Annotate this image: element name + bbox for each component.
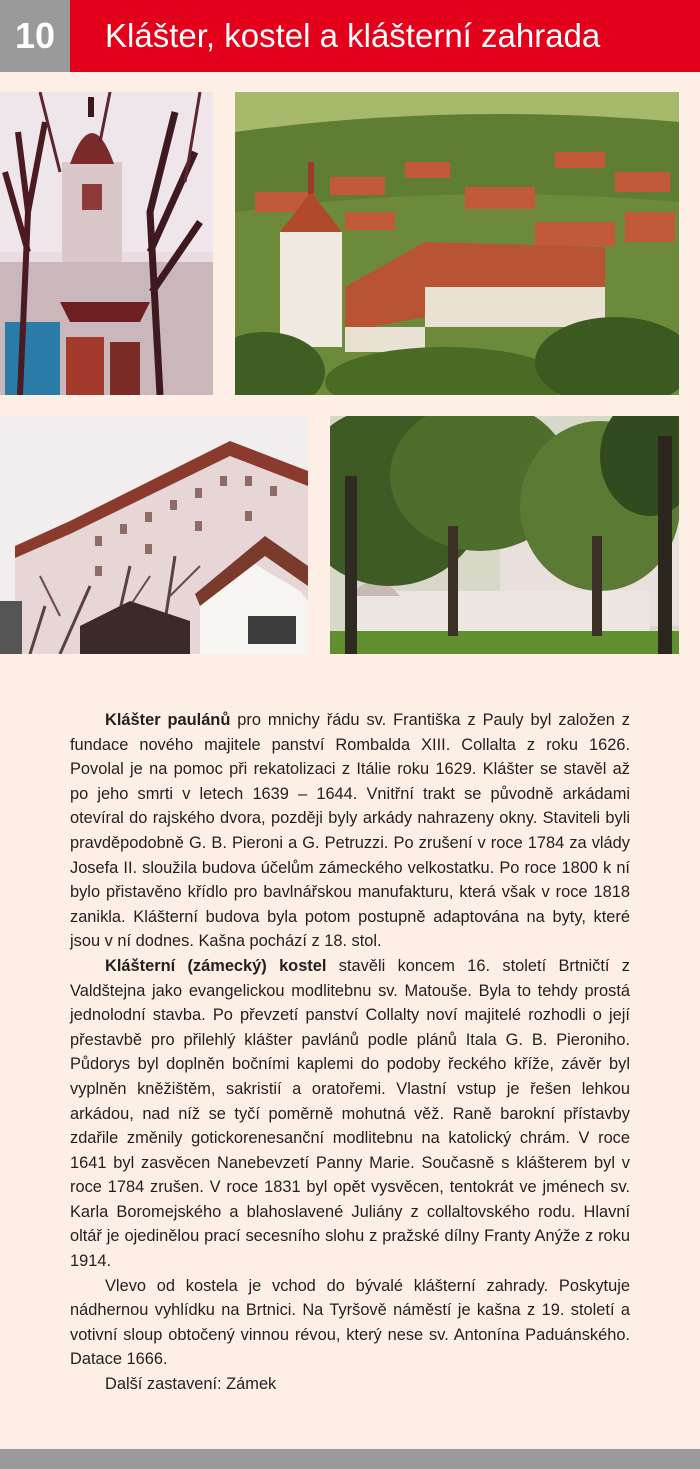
footer-bar [0,1449,700,1469]
next-stop-note: Další zastavení: Zámek [105,1375,277,1394]
paragraph-monastery-text: pro mnichy řádu sv. Františka z Pauly byl založen z fundace nového majitele panství Rombalda XIII. Collalta z roku 1626. Povolal je na pomoc při rekatolizaci z Itálie roku 1629. Klášter se stavěl až po jeho smrti v letech 1639 – 1644. Vnitřní trakt se původně arkádami otevíral do rajského dvora, později byly arkády nahrazeny okny. Staviteli byli pravděpodobně G. B. Pieroni a G. Petruzzi. Po zrušení v roce 1784 za vlády Josefa II. sloužila budova účelům zámeckého velkostatku. Po roce 1800 k ní bylo přistavěno křídlo pro bavlnářskou manufakturu, která však v roce 1818 zanikla. Klášterní budova byla potom postupně adaptována na byty, které jsou v ní dodnes. Kašna pochází z 18. stol. [70,711,630,951]
paragraph-church-text: stavěli koncem 16. století Brtničtí z Valdštejna jako evangelickou modlitebnu sv. Matouše. Byla to tehdy prostá jednolodní stavba. Po převzetí panství Collalty noví majitelé rozhodli o její přestavbě pro přilehlý klášter pavlánů podle plánů Itala G. B. Pieroniho. Půdorys byl doplněn bočními kaplemi do podoby řeckého kříže, závěr byl vyplněn kněžištěm, sakristií a oratořemi. Vlastní vstup je řešen lehkou arkádou, nad níž se tyčí poměrně mohutná věž. Raně barokní přístavby zdařile změnily gotickorenesanční modlitebnu na katolický chrám. V roce 1641 byl zasvěcen Nanebevzetí Panny Marie. Současně s klášterem byl v roce 1784 zrušen. V roce 1831 byl opět vysvěcen, tentokrát ve jménech sv. Karla Boromejského a blahoslavené Juliány z collaltovského rodu. Hlavní oltář je ojedinělou prací secesního slohu z pražské dílny Franty Anýže z roku 1914. [70,956,631,1271]
paragraph-garden: Vlevo od kostela je vchod do bývalé klášterní zahrady. Poskytuje nádhernou vyhlídku na Brtnici. Na Tyršově náměstí je kašna z 19. století a votivní sloup obtočený vinnou révou, který nese sv. Antonína Paduánského. Datace 1666. [70,1276,630,1369]
paragraph-church [70,954,630,1274]
heading-monastery: Klášter paulánů [105,711,231,729]
article-body [70,708,630,1397]
monastery-garden-trees-photo [330,416,679,654]
paragraph-monastery [70,708,630,954]
church-tower-through-trees-photo [0,92,213,395]
page-title: Klášter, kostel a klášterní zahrada [105,17,601,54]
page-number: 10 [0,0,70,72]
page-header [0,0,700,72]
monastery-building-photo [0,416,308,654]
heading-church: Klášterní (zámecký) kostel [105,956,327,975]
aerial-view-of-monastery-and-town-photo [235,92,679,395]
